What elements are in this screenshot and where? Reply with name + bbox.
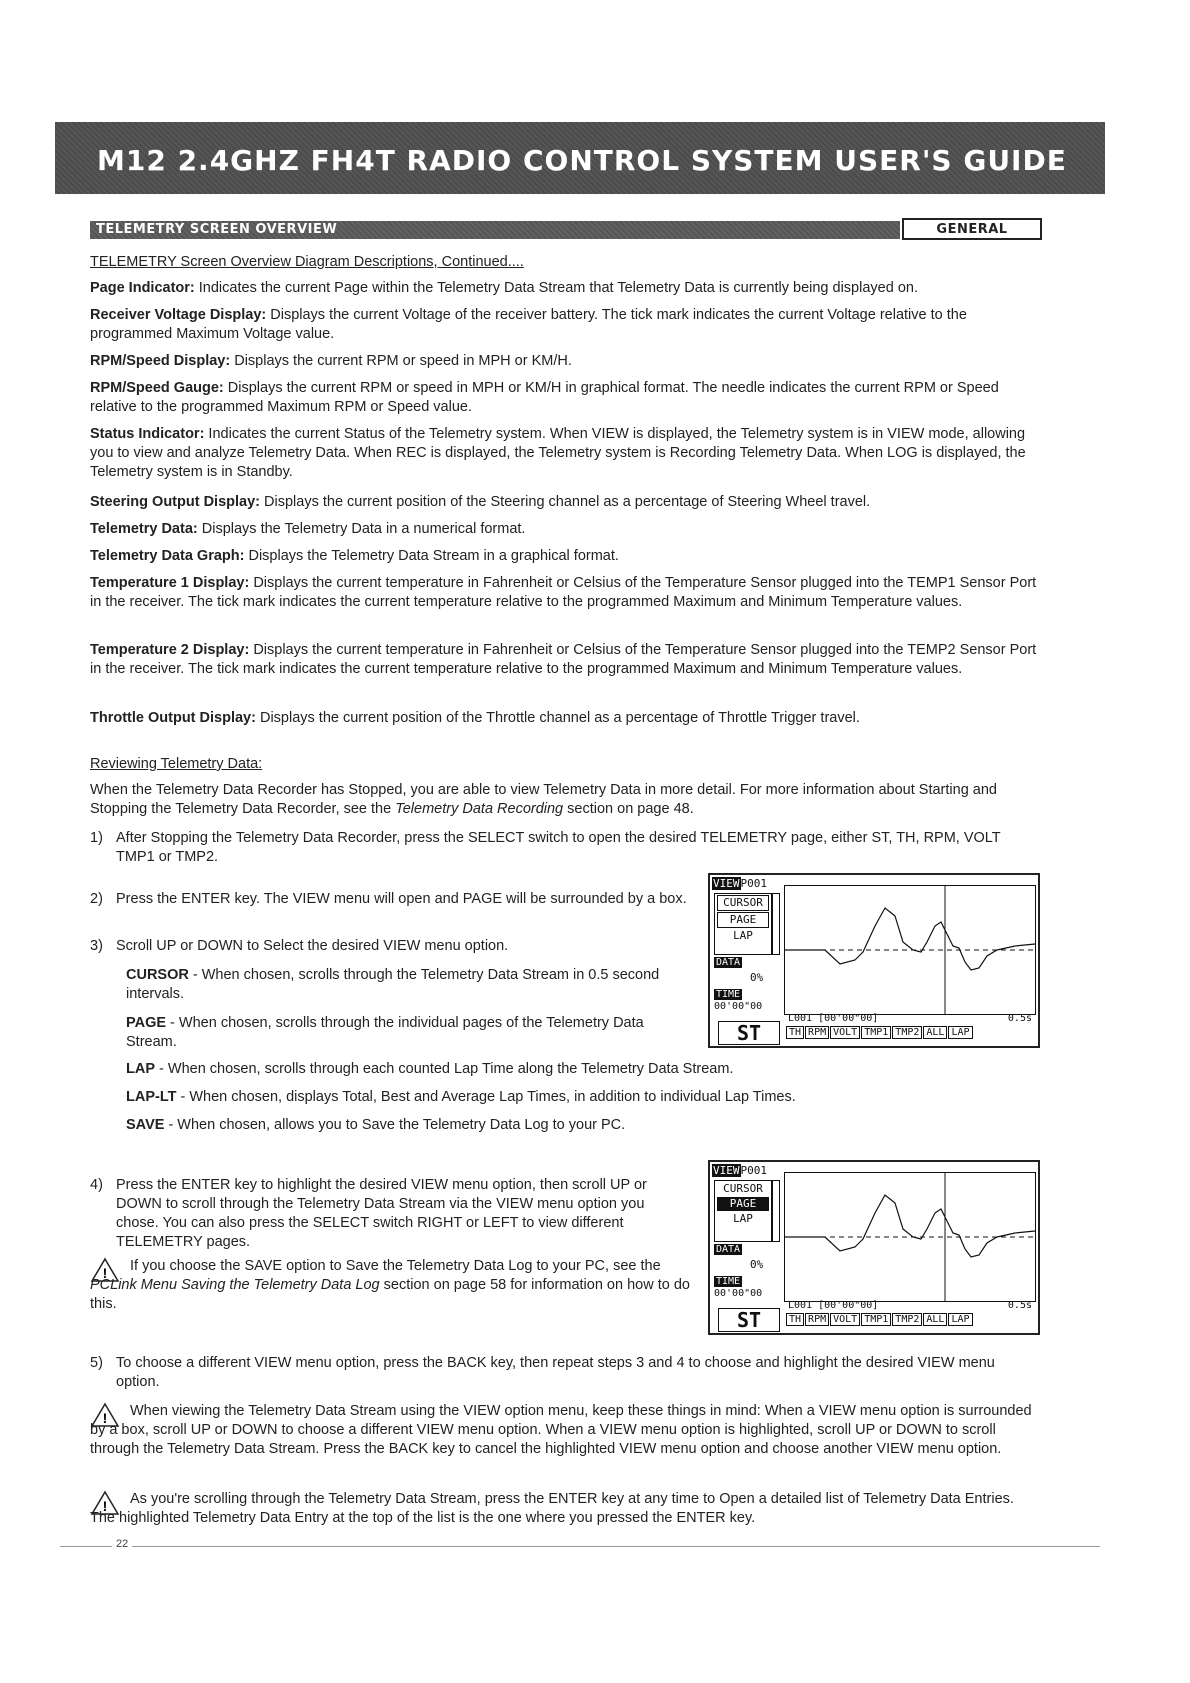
lcd-status-page: ST: [718, 1308, 780, 1332]
desc-text: Displays the current position of the Steering channel as a percentage of Steering Wheel travel.: [260, 494, 871, 510]
desc-rpm-display: [90, 352, 1042, 371]
desc-text: Indicates the current Page within the Telemetry Data Stream that Telemetry Data is currently being displayed on.: [194, 280, 918, 296]
lcd-tab-tmp1: TMP1: [861, 1026, 891, 1039]
intro-heading: [90, 253, 1042, 272]
lcd-menu-lap: LAP: [733, 929, 753, 942]
guide-title: M12 2.4GHZ FH4T RADIO CONTROL SYSTEM USER'S GUIDE: [97, 144, 1067, 177]
lcd-tab-lap: LAP: [948, 1026, 972, 1039]
lcd-time-label: TIME: [716, 989, 741, 1000]
lcd-header: [712, 1164, 767, 1177]
lcd-tab-tmp2: TMP2: [892, 1026, 922, 1039]
lcd-menu-cursor: CURSOR: [717, 895, 769, 911]
page-number: 22: [112, 1538, 132, 1550]
reviewing-heading: [90, 755, 1042, 774]
lcd-lap-interval: 0.5s: [1007, 1300, 1032, 1311]
step-number: 1): [90, 830, 103, 846]
desc-term: Throttle Output Display:: [90, 710, 256, 726]
lcd-tab-volt: VOLT: [830, 1026, 860, 1039]
desc-term: Temperature 2 Display:: [90, 642, 250, 658]
footer-rule: [60, 1546, 1100, 1547]
section-bar: [90, 221, 900, 239]
option-term: LAP: [126, 1061, 155, 1077]
lcd-tab-all: ALL: [923, 1026, 947, 1039]
desc-text: Displays the Telemetry Data Stream in a graphical format.: [244, 548, 619, 564]
desc-page-indicator: [90, 279, 1042, 298]
option-term: PAGE: [126, 1015, 167, 1031]
intro-text: When the Telemetry Data Recorder has Stopped, you are able to view Telemetry Data in more detail. For more information about Starting and Stopping the Telemetry Data Recorder, see the: [90, 782, 997, 817]
lcd-telemetry-graph: [784, 885, 1036, 1015]
lcd-tab-rpm: RPM: [805, 1026, 829, 1039]
lcd-data-value: 0%: [750, 971, 764, 984]
desc-throttle-output: [90, 709, 1042, 728]
lcd-tab-lap: LAP: [948, 1313, 972, 1326]
lcd-page-tabs: [786, 1027, 974, 1038]
section-tag: GENERAL: [902, 218, 1042, 240]
intro-reference: Telemetry Data Recording: [395, 801, 564, 817]
desc-temperature-1: [90, 574, 1042, 612]
note-text: When viewing the Telemetry Data Stream using the VIEW option menu, keep these things in mind: When a VIEW menu option is surrounded by a box, scroll UP or DOWN to choose a different VIEW menu option. When a VIEW menu option is highlighted, scroll UP or DOWN to scroll through the Telemetry Data Stream. Press the BACK key to cancel the highlighted VIEW menu option and choose another VIEW menu option.: [90, 1403, 1032, 1457]
lcd-scrollbar: [772, 1180, 780, 1242]
step-number: 4): [90, 1177, 103, 1193]
lcd-tab-tmp2: TMP2: [892, 1313, 922, 1326]
desc-rpm-gauge: [90, 379, 1042, 417]
option-text: - When chosen, displays Total, Best and Average Lap Times, in addition to individual Lap Times.: [176, 1089, 796, 1105]
note-reference: PCLink Menu Saving the Telemetry Data Log: [90, 1277, 380, 1293]
desc-steering-output: [90, 493, 1042, 512]
lcd-view-label: VIEW: [713, 1164, 740, 1177]
lcd-menu-lap: LAP: [733, 1212, 753, 1225]
intro-heading-text: TELEMETRY Screen Overview Diagram Descriptions, Continued....: [90, 254, 524, 270]
lcd-lap-readout: L001 [00'00"00]: [788, 1013, 879, 1024]
option-term: SAVE: [126, 1117, 165, 1133]
option-text: - When chosen, scrolls through the Telemetry Data Stream in 0.5 second intervals.: [126, 967, 660, 1002]
desc-term: RPM/Speed Display:: [90, 353, 231, 369]
lcd-tab-rpm: RPM: [805, 1313, 829, 1326]
lcd-tab-tmp1: TMP1: [861, 1313, 891, 1326]
lcd-view-menu: [714, 1180, 772, 1242]
desc-receiver-voltage: [90, 306, 1042, 344]
lcd-time-value: 00'00"00: [714, 1001, 763, 1012]
note-save: [90, 1257, 690, 1314]
lcd-scrollbar: [772, 893, 780, 955]
option-term: LAP-LT: [126, 1089, 177, 1105]
lcd-status-page: ST: [718, 1021, 780, 1045]
option-text: - When chosen, allows you to Save the Telemetry Data Log to your PC.: [164, 1117, 626, 1133]
guide-header: [55, 122, 1105, 194]
desc-term: Page Indicator:: [90, 280, 195, 296]
lcd-tab-th: TH: [786, 1026, 804, 1039]
note-text-end: section on page 58 for information on how to do this.: [90, 1277, 690, 1312]
step-text: Scroll UP or DOWN to Select the desired VIEW menu option.: [116, 938, 509, 954]
desc-text: Displays the current RPM or speed in MPH or KM/H.: [230, 353, 572, 369]
desc-text: Displays the current temperature in Fahrenheit or Celsius of the Temperature Sensor plugged into the TEMP2 Sensor Port in the receiver. The tick mark indicates the current temperature relative to the programmed Maximum and Minimum Temperature values.: [90, 642, 1037, 677]
lcd-page-indicator: P001: [740, 1164, 767, 1177]
option-lap-lt: [126, 1088, 1042, 1107]
lcd-page-indicator: P001: [740, 877, 767, 890]
step-number: 5): [90, 1355, 103, 1371]
lcd-tab-all: ALL: [923, 1313, 947, 1326]
lcd-screen-page-highlighted: [708, 1160, 1040, 1335]
svg-text:!: !: [102, 1498, 108, 1514]
lcd-telemetry-graph: [784, 1172, 1036, 1302]
note-text: If you choose the SAVE option to Save the Telemetry Data Log to your PC, see the: [130, 1258, 661, 1274]
option-text: - When chosen, scrolls through each counted Lap Time along the Telemetry Data Stream.: [155, 1061, 734, 1077]
lcd-tab-th: TH: [786, 1313, 804, 1326]
option-cursor: [126, 966, 691, 1004]
reviewing-intro: [90, 781, 1042, 819]
lcd-data-label: DATA: [716, 957, 741, 968]
desc-text: Displays the current position of the Throttle channel as a percentage of Throttle Trigger travel.: [255, 710, 860, 726]
intro-text-end: section on page 48.: [563, 801, 694, 817]
option-save: [126, 1116, 1042, 1135]
desc-term: Steering Output Display:: [90, 494, 260, 510]
desc-telemetry-data: [90, 520, 1042, 539]
desc-term: Temperature 1 Display:: [90, 575, 250, 591]
lcd-lap-readout: L001 [00'00"00]: [788, 1300, 879, 1311]
step-number: 3): [90, 938, 103, 954]
desc-status-indicator: [90, 425, 1042, 482]
desc-telemetry-graph: [90, 547, 1042, 566]
warning-icon: [90, 1490, 120, 1516]
desc-term: Telemetry Data Graph:: [90, 548, 245, 564]
desc-text: Displays the current temperature in Fahrenheit or Celsius of the Temperature Sensor plugged into the TEMP1 Sensor Port in the receiver. The tick mark indicates the current temperature relative to the programmed Maximum and Minimum Temperature values.: [90, 575, 1037, 610]
option-term: CURSOR: [126, 967, 189, 983]
warning-icon: [90, 1402, 120, 1428]
desc-term: Receiver Voltage Display:: [90, 307, 267, 323]
note-view-menu: [90, 1402, 1042, 1459]
lcd-lap-interval: 0.5s: [1007, 1013, 1032, 1024]
step-text: After Stopping the Telemetry Data Recorder, press the SELECT switch to open the desired TELEMETRY page, either ST, TH, RPM, VOLT TMP1 or TMP2.: [116, 830, 1001, 865]
option-page: [126, 1014, 691, 1052]
desc-text: Displays the current Voltage of the receiver battery. The tick mark indicates the current Voltage relative to the programmed Maximum Voltage value.: [90, 307, 967, 342]
option-text: - When chosen, scrolls through the individual pages of the Telemetry Data Stream.: [126, 1015, 644, 1050]
step-text: Press the ENTER key. The VIEW menu will open and PAGE will be surrounded by a box.: [116, 891, 687, 907]
svg-text:!: !: [102, 1410, 108, 1426]
lcd-data-value: 0%: [750, 1258, 764, 1271]
desc-term: RPM/Speed Gauge:: [90, 380, 224, 396]
step-number: 2): [90, 891, 103, 907]
desc-temperature-2: [90, 641, 1042, 679]
note-enter-key: [90, 1490, 1042, 1528]
lcd-menu-page: PAGE: [717, 1197, 769, 1211]
lcd-screen-page-boxed: [708, 873, 1040, 1048]
desc-text: Displays the current RPM or speed in MPH or KM/H in graphical format. The needle indicates the current RPM or Speed relative to the programmed Maximum RPM or Speed value.: [90, 380, 999, 415]
option-lap: [126, 1060, 1042, 1079]
step-text: To choose a different VIEW menu option, press the BACK key, then repeat steps 3 and 4 to choose and highlight the desired VIEW menu option.: [116, 1355, 995, 1390]
reviewing-heading-text: Reviewing Telemetry Data:: [90, 756, 263, 772]
desc-term: Status Indicator:: [90, 426, 205, 442]
desc-term: Telemetry Data:: [90, 521, 198, 537]
lcd-menu-cursor: CURSOR: [723, 1182, 763, 1195]
lcd-time-label: TIME: [716, 1276, 741, 1287]
desc-text: Displays the Telemetry Data in a numerical format.: [197, 521, 526, 537]
lcd-view-menu: [714, 893, 772, 955]
desc-text: Indicates the current Status of the Telemetry system. When VIEW is displayed, the Telemetry system is in VIEW mode, allowing you to view and analyze Telemetry Data. When REC is displayed, the Telemetry system is Recording Telemetry Data. When LOG is displayed, the Telemetry system is in Standby.: [90, 426, 1026, 480]
lcd-header: [712, 877, 767, 890]
svg-text:!: !: [102, 1265, 108, 1281]
warning-icon: [90, 1257, 120, 1283]
lcd-data-label: DATA: [716, 1244, 741, 1255]
lcd-view-label: VIEW: [713, 877, 740, 890]
lcd-page-tabs: [786, 1314, 974, 1325]
step-text: Press the ENTER key to highlight the desired VIEW menu option, then scroll UP or DOWN to scroll through the Telemetry Data Stream via the VIEW menu option you chose. You can also press the SELECT switch RIGHT or LEFT to view different TELEMETRY pages.: [116, 1177, 647, 1250]
lcd-time-value: 00'00"00: [714, 1288, 763, 1299]
section-title: TELEMETRY SCREEN OVERVIEW: [96, 222, 338, 237]
note-text: As you're scrolling through the Telemetry Data Stream, press the ENTER key at any time to Open a detailed list of Telemetry Data Entries. The highlighted Telemetry Data Entry at the top of the list is the one where you pressed the ENTER key.: [90, 1491, 1014, 1526]
lcd-tab-volt: VOLT: [830, 1313, 860, 1326]
lcd-menu-page: PAGE: [717, 912, 769, 928]
